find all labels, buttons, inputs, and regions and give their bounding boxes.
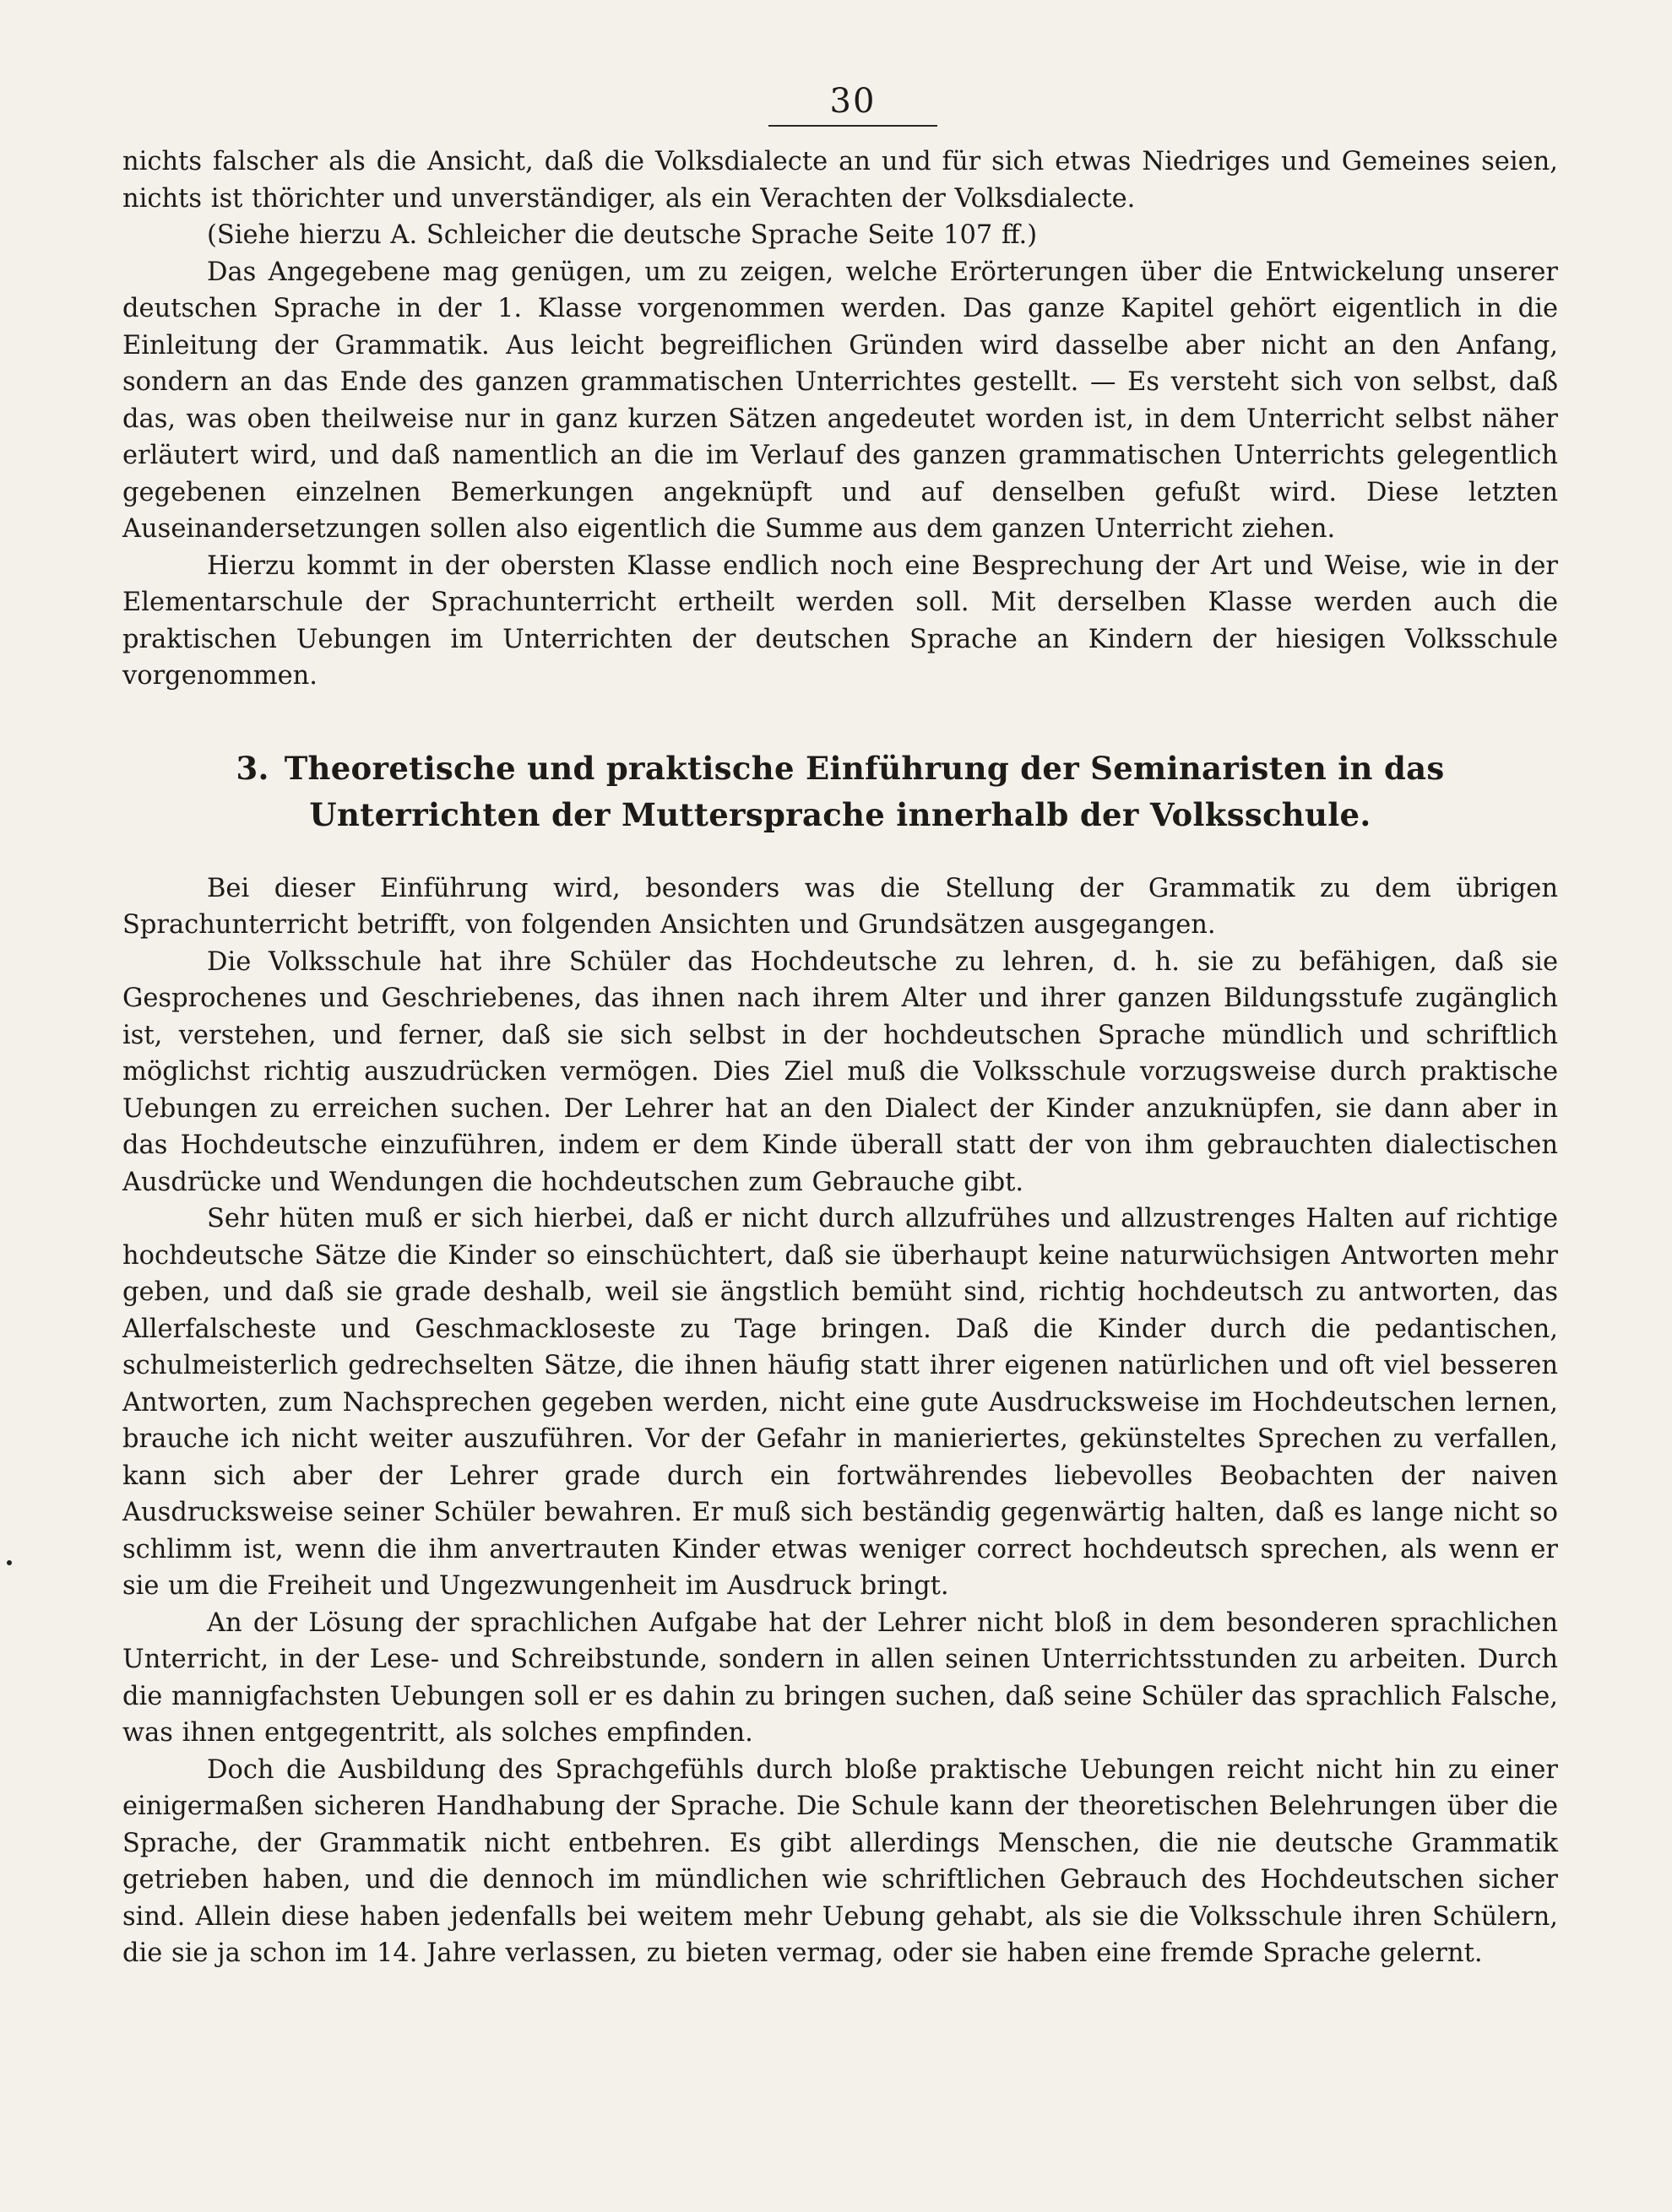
paragraph: nichts falscher als die Ansicht, daß die Volksdialecte an und für sich etwas Niedriges und Gemeines seien, nichts ist thörichter und unverständiger, als ein Verachten der Volksdialecte. bbox=[122, 147, 1558, 214]
paragraph: Doch die Ausbildung des Sprachgefühls durch bloße praktische Uebungen reicht nicht hin zu einer einigermaßen sicheren Handhabung der Sprache. Die Schule kann der theoretischen Belehrungen über die Sprache, der Grammatik nicht entbehren. Es gibt allerdings Menschen, die nie deutsche Grammatik getrieben haben, und die dennoch im mündlichen wie schriftlichen Gebrauch des Hochdeutschen sicher sind. Allein diese haben jedenfalls bei weitem mehr Uebung gehabt, als sie die Volksschule ihren Schülern, die sie ja schon im 14. Jahre verlassen, zu bieten vermag, oder sie haben eine fremde Sprache gelernt. bbox=[122, 1754, 1558, 1968]
paragraph: Sehr hüten muß er sich hierbei, daß er nicht durch allzufrühes und allzustrenges Halten auf richtige hochdeutsche Sätze die Kinder so einschüchtert, daß sie überhaupt keine naturwüchsigen Antworten mehr geben, und daß sie grade deshalb, weil sie ängstlich bemüht sind, richtig hochdeutsch zu antworten, das Allerfalscheste und Geschmackloseste zu Tage bringen. Daß die Kinder durch die pedantischen, schulmeisterlich gedrechselten Sätze, die ihnen häufig statt ihrer eigenen natürlichen und oft viel besseren Antworten, zum Nachsprechen gegeben werden, nicht eine gute Ausdrucksweise im Hochdeutschen lernen, brauche ich nicht weiter auszuführen. Vor der Gefahr in manieriertes, gekünsteltes Sprechen zu verfallen, kann sich aber der Lehrer grade durch ein fortwährendes liebevolles Beobachten der naiven Ausdrucksweise seiner Schüler bewahren. Er muß sich beständig gegenwärtig halten, daß es lange nicht so schlimm ist, wenn die ihm anvertrauten Kinder etwas weniger correct hochdeutsch sprechen, als wenn er sie um die Freiheit und Ungezwungenheit im Ausdruck bringt. bbox=[122, 1204, 1558, 1601]
paragraph: (Siehe hierzu A. Schleicher die deutsche Sprache Seite 107 ff.) bbox=[207, 220, 1038, 250]
body-text-top bbox=[122, 144, 1558, 695]
body-text-bottom bbox=[122, 870, 1558, 1972]
ink-speck bbox=[7, 1560, 12, 1565]
section-number: 3. bbox=[236, 749, 269, 787]
paragraph: Die Volksschule hat ihre Schüler das Hochdeutsche zu lehren, d. h. sie zu befähigen, daß sie Gesprochenes und Geschriebenes, das ihnen nach ihrem Alter und ihrer ganzen Bildungsstufe zugänglich ist, verstehen, und ferner, daß sie sich selbst in der hochdeutschen Sprache mündlich und schriftlich möglichst richtig auszudrücken vermögen. Dies Ziel muß die Volksschule vorzugsweise durch praktische Uebungen zu erreichen suchen. Der Lehrer hat an den Dialect der Kinder anzuknüpfen, sie dann aber in das Hochdeutsche einzuführen, indem er dem Kinde überall statt der von ihm gebrauchten dialectischen Ausdrücke und Wendungen die hochdeutschen zum Gebrauche gibt. bbox=[122, 946, 1558, 1197]
document-page bbox=[122, 84, 1558, 2178]
paragraph: Bei dieser Einführung wird, besonders was die Stellung der Grammatik zu dem übrigen Sprachunterricht betrifft, von folgenden Ansichten und Grundsätzen ausgegangen. bbox=[122, 873, 1558, 940]
paragraph: Hierzu kommt in der obersten Klasse endlich noch eine Besprechung der Art und Weise, wie in der Elementarschule der Sprachunterricht ertheilt werden soll. Mit derselben Klasse werden auch die praktischen Uebungen im Unterrichten der deutschen Sprache an Kindern der hiesigen Volksschule vorgenommen. bbox=[122, 550, 1558, 691]
page-number: 30 bbox=[829, 82, 877, 121]
paragraph: An der Lösung der sprachlichen Aufgabe hat der Lehrer nicht bloß in dem besonderen sprachlichen Unterricht, in der Lese- und Schreibstunde, sondern in allen seinen Unterrichtsstunden zu arbeiten. Durch die mannigfachsten Uebungen soll er es dahin zu bringen suchen, daß seine Schüler das sprachlich Falsche, was ihnen entgegentritt, als solches empfinden. bbox=[122, 1607, 1558, 1748]
section-title: Theoretische und praktische Einführung der Seminaristen in das Unterrichten der Muttersprache innerhalb der Volksschule. bbox=[284, 749, 1445, 833]
paragraph: Das Angegebene mag genügen, um zu zeigen, welche Erörterungen über die Entwickelung unserer deutschen Sprache in der 1. Klasse vorgenommen werden. Das ganze Kapitel gehört eigentlich in die Einleitung der Grammatik. Aus leicht begreiflichen Gründen wird dasselbe aber nicht an den Anfang, sondern an das Ende des ganzen grammatischen Unterrichtes gestellt. — Es versteht sich von selbst, daß das, was oben theilweise nur in ganz kurzen Sätzen angedeutet worden ist, in dem Unterricht selbst näher erläutert wird, und daß namentlich an die im Verlauf des ganzen grammatischen Unterrichts gelegentlich gegebenen einzelnen Bemerkungen angeknüpft und auf denselben gefußt wird. Diese letzten Auseinandersetzungen sollen also eigentlich die Summe aus dem ganzen Unterricht ziehen. bbox=[122, 257, 1558, 544]
page-number-rule bbox=[768, 125, 937, 127]
section-heading bbox=[122, 745, 1558, 838]
